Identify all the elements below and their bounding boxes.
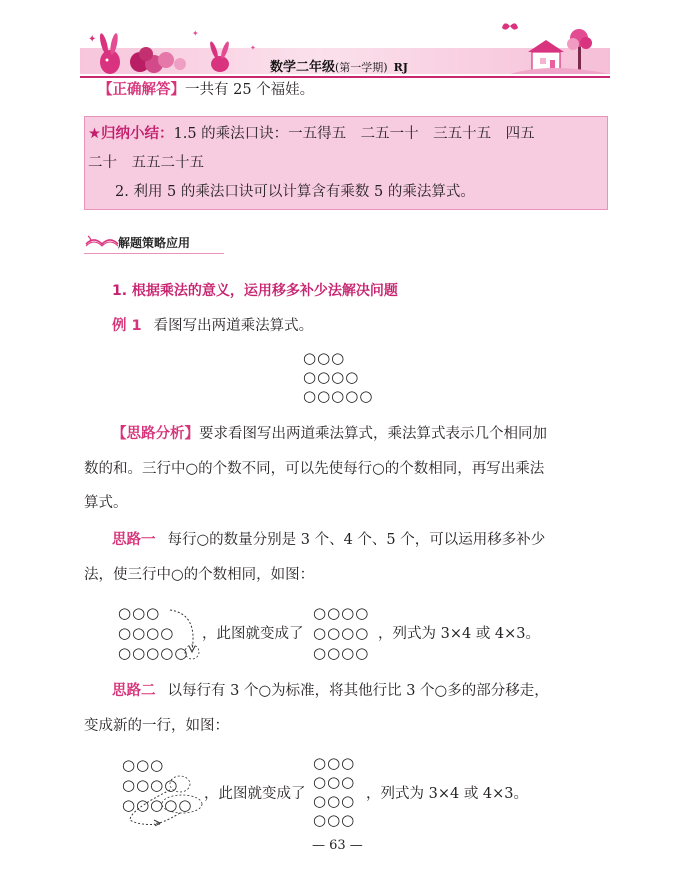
idea-1-line-1-text: 每行○的数量分别是 3 个、4 个、5 个，可以运用移多补少 [167,532,546,548]
idea-2-right-row-2: ○○○ [313,773,356,791]
method-1-heading: 1. 根据乘法的意义，运用移多补少法解决问题 [112,283,398,299]
butterfly-icon [502,23,518,29]
section-title: 解题策略应用 [118,236,191,250]
example-text: 看图写出两道乘法算式。 [153,318,314,334]
idea-1-right-row-3: ○○○○ [313,644,370,662]
header-title [270,56,408,75]
summary-line-1-text: 1.5 的乘法口诀：一五得五 二五一十 三五十五 四五 [173,126,535,142]
idea-1-result: ，列式为 3×4 或 4×3。 [378,626,541,642]
analysis-line-1 [112,424,547,444]
move-arrow-icon [160,600,204,664]
book-edition: RJ [393,61,408,74]
idea-2-mid-text: ，此图就变成了 [204,786,306,802]
svg-text:✦: ✦ [192,29,199,38]
example-circles-row-3: ○○○○○ [303,387,374,405]
grass-icon [510,68,610,74]
svg-text:✦: ✦ [88,34,97,45]
answer-text: 一共有 25 个福娃。 [185,82,315,98]
idea-2-line-1-text: 以每行有 3 个○为标准，将其他行比 3 个○多的部分移走， [167,683,549,699]
house-icon [528,40,564,72]
idea-1-right-row-2: ○○○○ [313,624,370,642]
idea-1-left-row-3: ○○○○○ [118,644,189,662]
book-title: 数学二年级 [270,60,336,75]
book-term: (第一学期) [335,61,388,74]
header-rule [80,76,610,78]
idea-1-left-row-1: ○○○ [118,604,161,622]
analysis-label: 【思路分析】 [112,426,199,442]
idea-2-label: 思路二 [112,683,156,699]
section-underline [84,253,224,254]
idea-1-left-row-2: ○○○○ [118,624,175,642]
flower-cluster-icon [130,47,186,73]
open-book-icon [84,232,120,250]
correct-answer [98,80,314,100]
bunny-small-icon [209,41,231,72]
idea-1-line-1 [112,530,545,550]
tree-icon [567,29,592,72]
idea-1-line-2: 法，使三行中○的个数相同，如图： [84,567,315,583]
example-label: 例 1 [112,318,142,334]
example-circles-row-1: ○○○ [303,349,346,367]
idea-2-left-row-1: ○○○ [122,756,165,774]
summary-label: ★归纳小结： [88,126,174,142]
idea-1-mid-text: ，此图就变成了 [202,626,304,642]
idea-2-right-row-4: ○○○ [313,811,356,829]
idea-2-left-row-3: ○○○○○ [122,796,193,814]
svg-text:✦: ✦ [250,44,256,52]
analysis-line-2: 数的和。三行中○的个数不同，可以先使每行○的个数相同，再写出乘法 [84,461,545,477]
answer-label: 【正确解答】 [98,82,185,98]
analysis-line-3: 算式。 [84,495,128,511]
idea-2-line-1 [112,681,549,701]
idea-2-right-row-1: ○○○ [313,754,356,772]
idea-2-line-2: 变成新的一行，如图： [84,718,229,734]
summary-line-2: 二十 五五二十五 [88,155,204,171]
summary-line-1 [88,124,535,144]
example-1 [112,316,313,336]
move-arrow-2-icon [110,768,210,828]
page-header [80,14,610,78]
bunny-decoration-icon [98,33,120,74]
idea-1-label: 思路一 [112,532,156,548]
idea-2-left-row-2: ○○○○ [122,776,179,794]
idea-2-right-row-3: ○○○ [313,792,356,810]
idea-1-right-row-1: ○○○○ [313,604,370,622]
analysis-line-1-text: 要求看图写出两道乘法算式，乘法算式表示几个相同加 [199,426,547,442]
summary-line-3: 2. 利用 5 的乘法口诀可以计算含有乘数 5 的乘法算式。 [115,184,475,200]
example-circles-row-2: ○○○○ [303,368,360,386]
idea-2-result: ，列式为 3×4 或 4×3。 [366,786,529,802]
page-number: — 63 — [312,838,363,853]
